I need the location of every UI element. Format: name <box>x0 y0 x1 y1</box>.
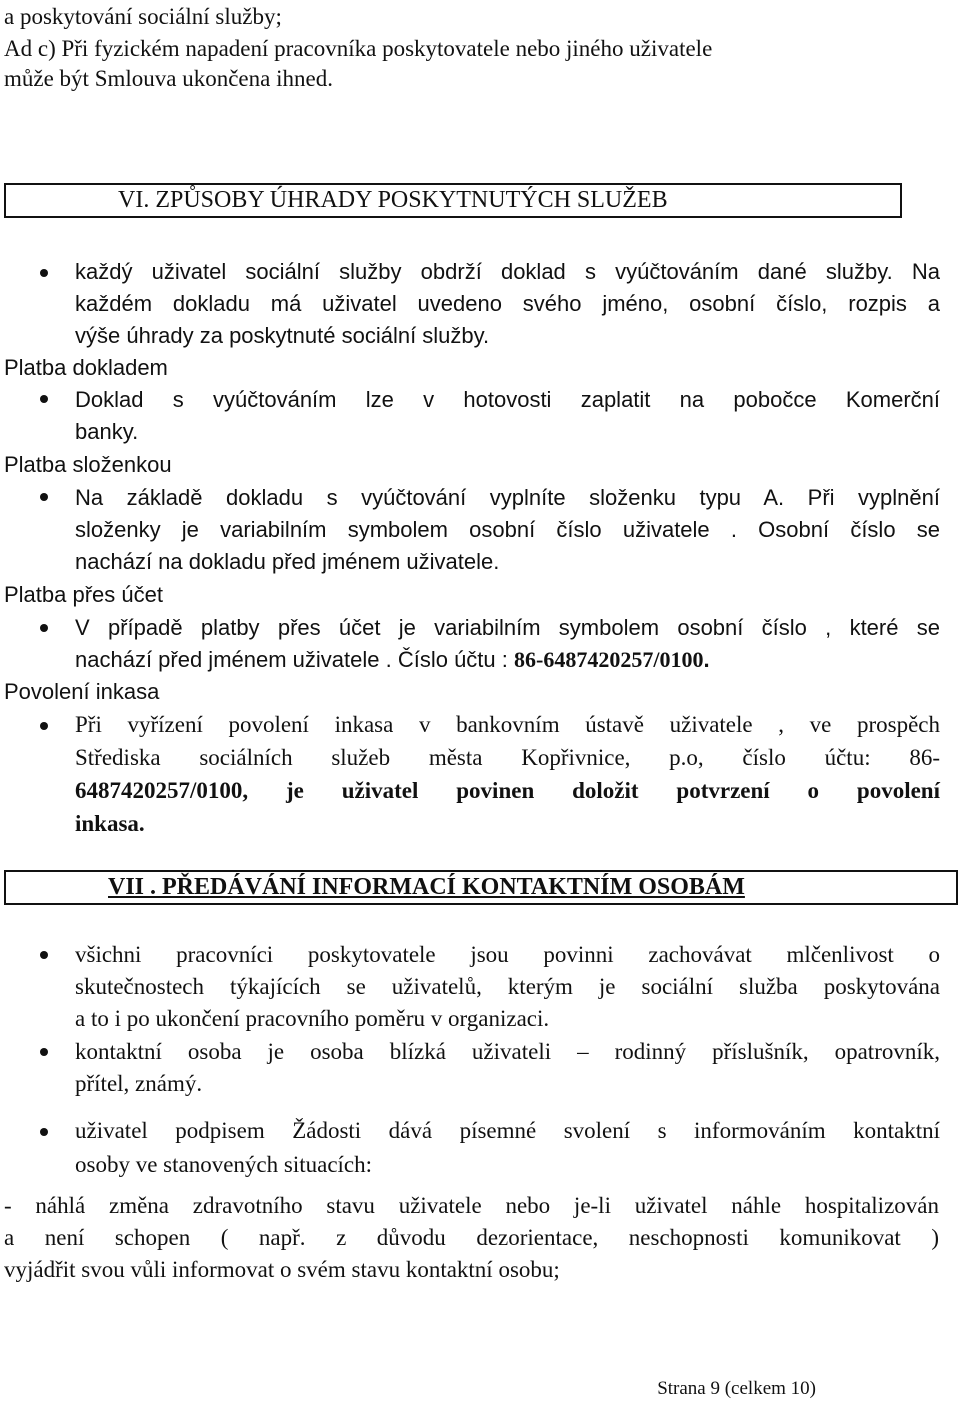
text-line: Ad c) Při fyzickém napadení pracovníka poskytovatele nebo jiného uživatele <box>4 36 713 61</box>
bullet-icon <box>40 1128 48 1136</box>
text-line: skutečnostech týkajících se uživatelů, kterým je sociální služba poskytována <box>75 974 940 999</box>
text-line: každém dokladu má uživatel uvedeno svého jméno, osobní číslo, rozpis a <box>75 291 940 316</box>
text-line: a není schopen ( např. z důvodu dezorientace, neschopnosti komunikovat ) <box>4 1225 939 1250</box>
bullet-icon <box>40 722 48 730</box>
text-line: 6487420257/0100, je uživatel povinen doložit potvrzení o povolení <box>75 778 940 803</box>
text-line: kontaktní osoba je osoba blízká uživateli – rodinný příslušník, opatrovník, <box>75 1039 940 1064</box>
text-line: přítel, známý. <box>75 1071 203 1096</box>
subheading: Platba dokladem <box>4 355 168 380</box>
text-line: výše úhrady za poskytnuté sociální služby. <box>75 323 490 348</box>
text-line: a to i po ukončení pracovního poměru v organizaci. <box>75 1006 550 1031</box>
text-line: všichni pracovníci poskytovatele jsou povinni zachovávat mlčenlivost o <box>75 942 940 967</box>
text-line: inkasa. <box>75 811 145 836</box>
text-span: . <box>703 647 710 672</box>
text-line: Na základě dokladu s vyúčtování vyplníte složenku typu A. Při vyplnění <box>75 485 940 510</box>
text-line: osoby ve stanovených situacích: <box>75 1152 373 1177</box>
section-heading: VII . PŘEDÁVÁNÍ INFORMACÍ KONTAKTNÍM OSOBÁM <box>108 874 745 900</box>
text-line: Střediska sociálních služeb města Kopřivnice, p.o, číslo účtu: 86- <box>75 745 940 770</box>
bullet-icon <box>40 493 48 501</box>
text-line: vyjádřit svou vůli informovat o svém stavu kontaktní osobu; <box>4 1257 560 1282</box>
text-line: Při vyřízení povolení inkasa v bankovním ústavě uživatele , ve prospěch <box>75 712 940 737</box>
bullet-icon <box>40 951 48 959</box>
text-line: Doklad s vyúčtováním lze v hotovosti zaplatit na pobočce Komerční <box>75 387 940 412</box>
text-line <box>75 646 710 674</box>
bullet-icon <box>40 1048 48 1056</box>
page-number: Strana 9 (celkem 10) <box>657 1378 816 1399</box>
text-line: uživatel podpisem Žádosti dává písemné svolení s informováním kontaktní <box>75 1118 940 1143</box>
bullet-icon <box>40 269 48 277</box>
subheading: Platba složenkou <box>4 452 172 477</box>
subheading: Povolení inkasa <box>4 679 160 704</box>
text-line: V případě platby přes účet je variabilním symbolem osobní číslo , které se <box>75 615 940 640</box>
text-line: a poskytování sociální služby; <box>4 4 282 29</box>
subheading: Platba přes účet <box>4 582 163 607</box>
section-heading: VI. ZPŮSOBY ÚHRADY POSKYTNUTÝCH SLUŽEB <box>118 187 668 213</box>
text-line: může být Smlouva ukončena ihned. <box>4 66 333 91</box>
bullet-icon <box>40 395 48 403</box>
text-span: nachází před jménem uživatele . Číslo účtu : <box>75 647 514 672</box>
bullet-icon <box>40 624 48 632</box>
text-line: každý uživatel sociální služby obdrží doklad s vyúčtováním dané služby. Na <box>75 259 940 284</box>
text-line: nachází na dokladu před jménem uživatele. <box>75 549 500 574</box>
account-number: 86-6487420257/0100 <box>514 647 704 672</box>
text-line: složenky je variabilním symbolem osobní číslo uživatele . Osobní číslo se <box>75 517 940 542</box>
text-line: banky. <box>75 419 139 444</box>
text-line: - náhlá změna zdravotního stavu uživatele nebo je-li uživatel náhle hospitalizován <box>4 1193 939 1218</box>
